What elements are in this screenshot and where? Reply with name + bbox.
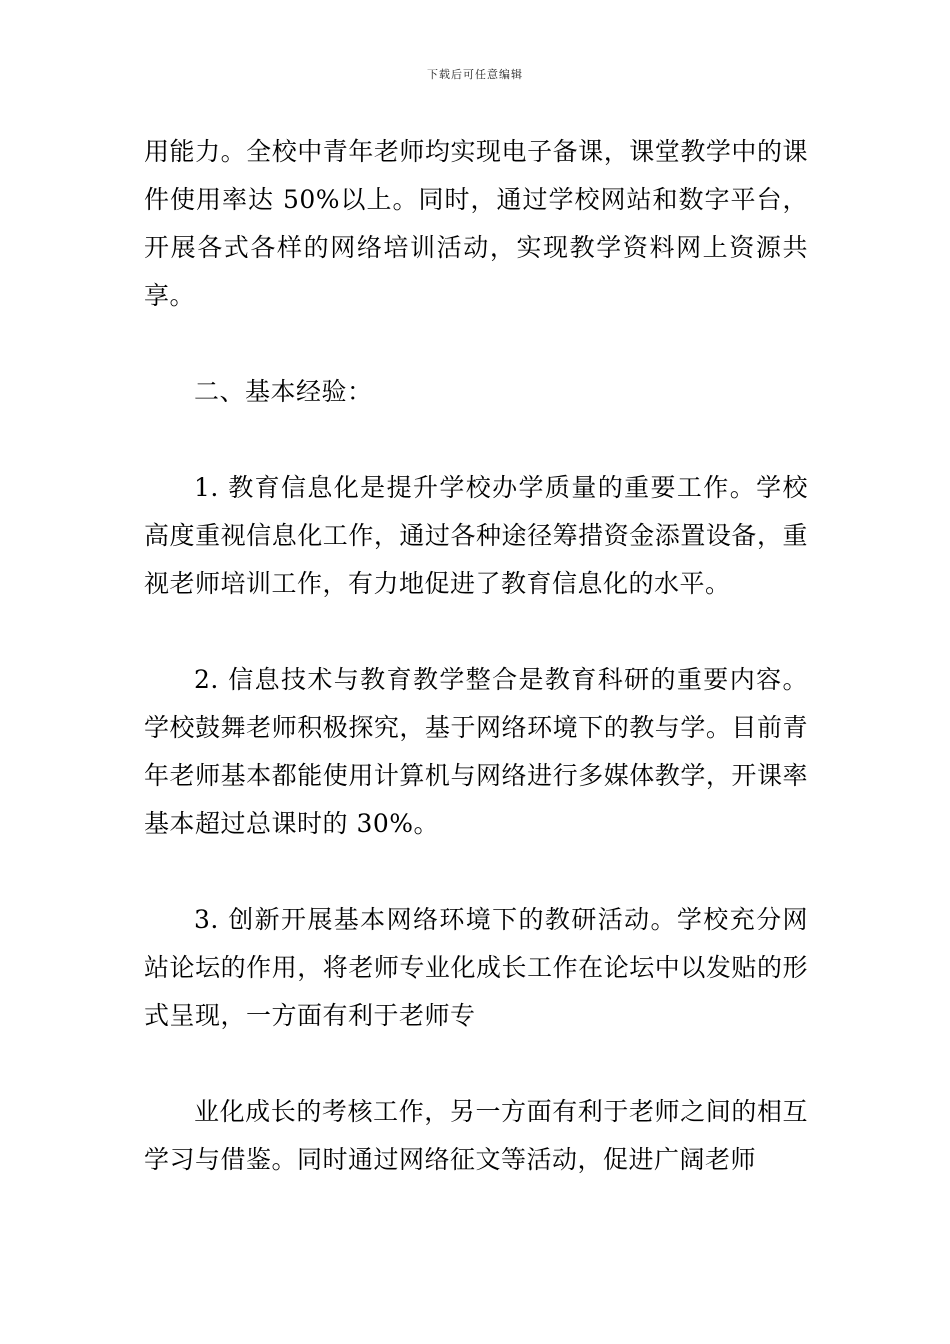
paragraph-point-1: 1. 教育信息化是提升学校办学质量的重要工作。学校高度重视信息化工作，通过各种途径筹措资金添置设备，重视老师培训工作，有力地促进了教育信息化的水平。	[144, 473, 808, 598]
paragraph-continuation: 用能力。全校中青年老师均实现电子备课，课堂教学中的课件使用率达 50%以上。同时，通过学校网站和数字平台，开展各式各样的网络培训活动，实现教学资料网上资源共享。	[144, 137, 808, 310]
paragraph-point-3-continued: 业化成长的考核工作，另一方面有利于老师之间的相互学习与借鉴。同时通过网络征文等活动，促进广阔老师	[144, 1097, 808, 1174]
section-heading-basic-experience: 二、基本经验：	[194, 377, 373, 406]
page-header-note: 下载后可任意编辑	[427, 68, 523, 81]
document-body	[144, 128, 808, 1184]
paragraph-point-3: 3. 创新开展基本网络环境下的教研活动。学校充分网站论坛的作用，将老师专业化成长工作在论坛中以发贴的形式呈现，一方面有利于老师专	[144, 905, 808, 1030]
paragraph-point-2: 2. 信息技术与教育教学整合是教育科研的重要内容。学校鼓舞老师积极探究，基于网络环境下的教与学。目前青年老师基本都能使用计算机与网络进行多媒体教学，开课率基本超过总课时的 30%。	[144, 665, 808, 838]
